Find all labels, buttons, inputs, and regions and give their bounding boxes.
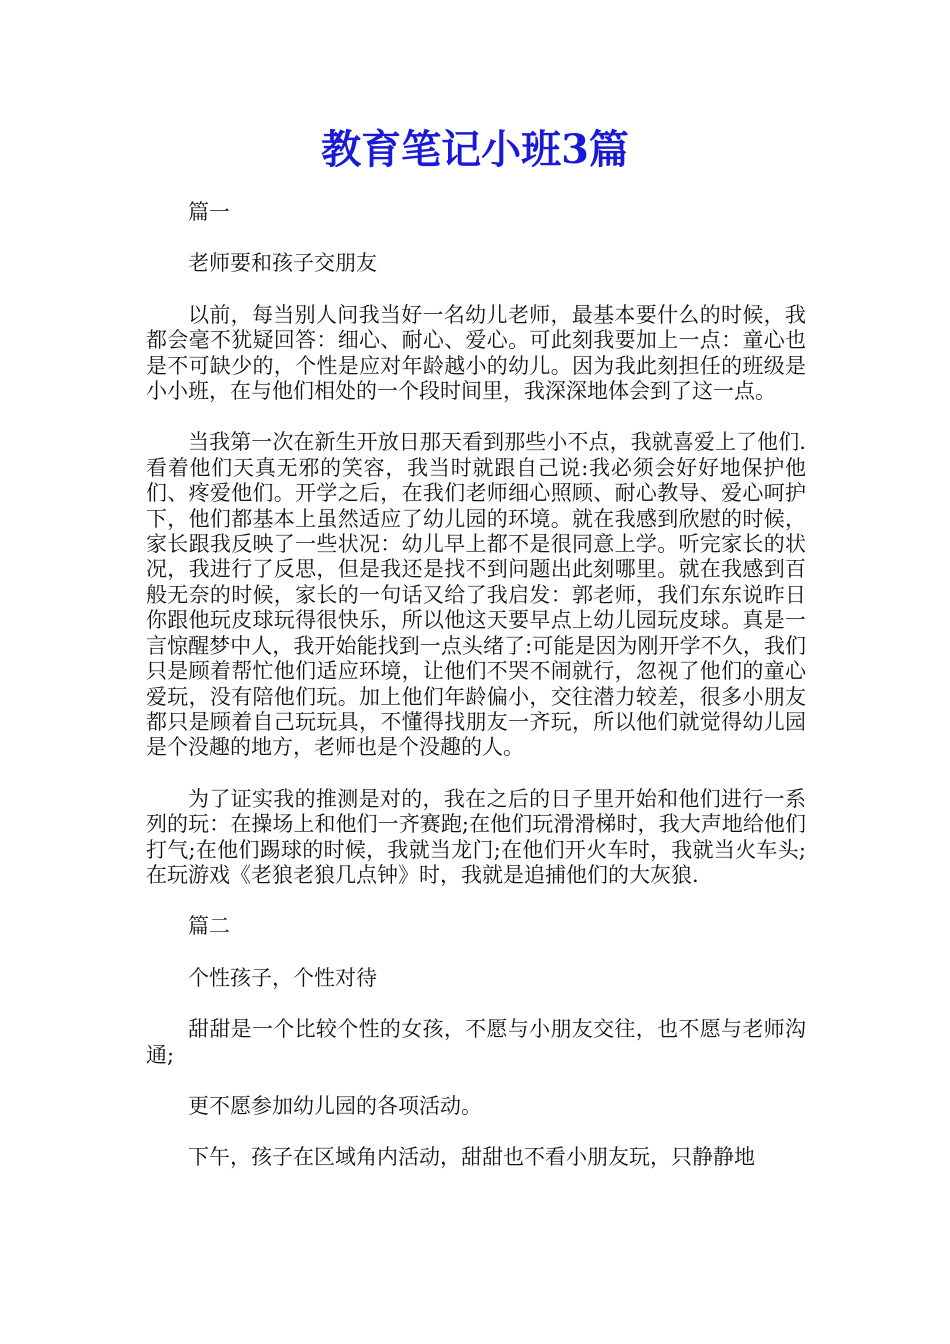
section-heading-1: 篇一 bbox=[188, 200, 230, 224]
document-body bbox=[146, 200, 806, 1197]
document-title: 教育笔记小班3篇 bbox=[321, 126, 629, 173]
paragraph: 甜甜是一个比较个性的女孩，不愿与小朋友交往，也不愿与老师沟通; bbox=[146, 1017, 806, 1067]
section-heading-2: 篇二 bbox=[188, 914, 230, 939]
paragraph: 更不愿参加幼儿园的各项活动。 bbox=[188, 1093, 482, 1118]
subheading-1: 老师要和孩子交朋友 bbox=[188, 251, 377, 276]
paragraph: 为了证实我的推测是对的，我在之后的日子里开始和他们进行一系列的玩：在操场上和他们一齐赛跑;在他们玩滑滑梯时，我大声地给他们打气;在他们踢球的时候，我就当龙门;在他们开火车时，我就当火车头;在玩游戏《老狼老狼几点钟》时，我就是追捕他们的大灰狼. bbox=[146, 786, 806, 887]
subheading-2: 个性孩子，个性对待 bbox=[188, 965, 377, 990]
paragraph: 下午，孩子在区域角内活动，甜甜也不看小朋友玩，只静静地 bbox=[188, 1145, 755, 1170]
paragraph: 以前，每当别人问我当好一名幼儿老师，最基本要什么的时候，我都会毫不犹疑回答：细心、耐心、爱心。可此刻我要加上一点：童心也是不可缺少的，个性是应对年龄越小的幼儿。因为我此刻担任的班级是小小班，在与他们相处的一个段时间里，我深深地体会到了这一点。 bbox=[146, 302, 806, 404]
paragraph: 当我第一次在新生开放日那天看到那些小不点，我就喜爱上了他们.看着他们天真无邪的笑容，我当时就跟自己说:我必须会好好地保护他们、疼爱他们。开学之后，在我们老师细心照顾、耐心教导、爱心呵护下，他们都基本上虽然适应了幼儿园的环境。就在我感到欣慰的时候，家长跟我反映了一些状况：幼儿早上都不是很同意上学。听完家长的状况，我进行了反思，但是我还是找不到问题出此刻哪里。就在我感到百般无奈的时候，家长的一句话又给了我启发：郭老师，我们东东说昨日你跟他玩皮球玩得很快乐，所以他这天要早点上幼儿园玩皮球。真是一言惊醒梦中人，我开始能找到一点头绪了:可能是因为刚开学不久，我们只是顾着帮忙他们适应环境，让他们不哭不闹就行，忽视了他们的童心爱玩，没有陪他们玩。加上他们年龄偏小，交往潜力较差，很多小朋友都只是顾着自己玩玩具，不懂得找朋友一齐玩，所以他们就觉得幼儿园是个没趣的地方，老师也是个没趣的人。 bbox=[146, 430, 806, 760]
